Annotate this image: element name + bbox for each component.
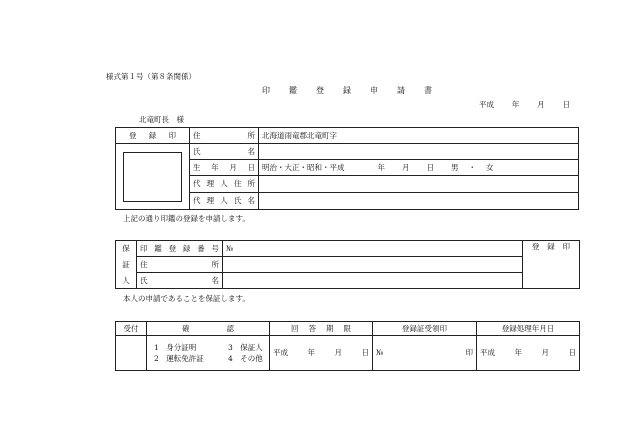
date-line <box>479 101 570 109</box>
label-char: 月 <box>229 162 237 172</box>
seal-header-char: 登 <box>532 242 540 251</box>
side-char: 保 <box>122 243 130 253</box>
label-char: 印 <box>140 243 148 253</box>
guarantor-table <box>115 240 580 289</box>
guarantor-name-value[interactable] <box>223 273 523 289</box>
seal-mark: 印 <box>465 348 473 358</box>
title-char: 請 <box>397 86 405 95</box>
addressee: 北竜町長 様 <box>139 115 184 124</box>
agent-address-value[interactable] <box>259 176 579 193</box>
label-char: 理 <box>206 196 215 206</box>
side-char: 証 <box>122 259 130 269</box>
label-char: 住 <box>193 130 201 140</box>
label-char: 所 <box>211 259 219 269</box>
label-char: 住 <box>140 259 148 269</box>
cert-receipt-header: 登録証受領印 <box>373 322 477 336</box>
label-char: 氏 <box>193 146 201 156</box>
name-label <box>190 144 259 160</box>
address-label <box>190 128 259 144</box>
label-char: 名 <box>247 146 255 156</box>
header-char: 回 <box>291 323 299 333</box>
label-char: 人 <box>220 179 228 189</box>
date-month: 月 <box>537 100 545 109</box>
number-mark: № <box>376 348 384 358</box>
birth-day: 日 <box>426 162 434 172</box>
cert-receipt-value[interactable] <box>373 336 477 371</box>
agent-name-label <box>190 193 259 210</box>
label-char: 登 <box>168 243 177 253</box>
guarantor-seal-cell[interactable] <box>523 241 580 289</box>
seal-header-char: 録 <box>148 130 157 140</box>
date-day: 日 <box>568 348 576 358</box>
guarantor-name-label <box>137 273 223 289</box>
office-table <box>115 321 580 371</box>
label-char: 住 <box>233 179 242 189</box>
agent-name-value[interactable] <box>259 193 579 210</box>
title-char: 申 <box>370 86 378 95</box>
number-mark: № <box>226 243 234 253</box>
confirm-header <box>147 322 270 336</box>
application-statement: 上記の通り印鑑の登録を申請します。 <box>123 214 250 223</box>
sex-female[interactable]: 女 <box>486 162 494 172</box>
label-char: 理 <box>206 179 215 189</box>
label-char: 生 <box>193 162 201 172</box>
title-char: 印 <box>262 86 270 95</box>
seal-header-cell <box>116 128 190 144</box>
confirm-item[interactable]: 4 その他 <box>228 353 263 363</box>
deadline-header <box>270 322 373 336</box>
form-number: 様式第１号（第８条関係） <box>106 72 196 81</box>
confirm-items <box>147 336 270 371</box>
seal-box-cell <box>116 144 190 210</box>
label-char: 日 <box>247 162 255 172</box>
date-day: 日 <box>562 100 570 109</box>
birth-year: 年 <box>377 162 385 172</box>
reception-header: 受付 <box>116 322 147 336</box>
label-char: 録 <box>182 243 191 253</box>
seal-header-char: 登 <box>129 130 137 140</box>
birth-month: 月 <box>402 162 410 172</box>
header-char: 答 <box>308 323 316 333</box>
label-char: 号 <box>211 243 219 253</box>
seal-header-char: 印 <box>562 242 570 251</box>
birth-label <box>190 160 259 176</box>
title-char: 録 <box>343 86 351 95</box>
birth-value[interactable] <box>259 160 579 176</box>
date-month: 月 <box>541 348 549 358</box>
registration-table <box>115 127 579 210</box>
date-era: 平成 <box>480 348 495 358</box>
sex-separator: ・ <box>468 162 476 172</box>
guarantor-address-value[interactable] <box>223 257 523 273</box>
confirm-item[interactable]: 3 保証人 <box>228 343 263 352</box>
label-char: 所 <box>247 130 255 140</box>
seal-header-char: 印 <box>168 130 176 140</box>
date-year: 年 <box>511 100 520 109</box>
label-char: 名 <box>211 275 219 285</box>
seal-number-label <box>137 241 223 257</box>
label-char: 代 <box>193 196 201 206</box>
label-char: 氏 <box>233 196 242 206</box>
date-era: 平成 <box>479 100 494 109</box>
header-char: 期 <box>326 323 334 333</box>
date-month: 月 <box>334 348 342 358</box>
reception-value[interactable] <box>116 336 147 371</box>
process-date-value[interactable] <box>477 336 580 371</box>
sex-male[interactable]: 男 <box>451 162 459 172</box>
label-char: 代 <box>193 179 201 189</box>
process-date-header: 登録処理年月日 <box>477 322 580 336</box>
guarantor-address-label <box>137 257 223 273</box>
label-char: 人 <box>220 196 228 206</box>
birth-era: 明治・大正・昭和・平成 <box>262 162 345 172</box>
label-char: 所 <box>247 179 255 189</box>
date-day: 日 <box>361 348 369 358</box>
label-char: 年 <box>211 162 219 172</box>
header-char: 認 <box>226 323 234 333</box>
date-year: 年 <box>514 348 522 358</box>
deadline-value[interactable] <box>270 336 373 371</box>
seal-header-char: 録 <box>547 242 555 251</box>
label-char: 氏 <box>140 275 148 285</box>
agent-address-label <box>190 176 259 193</box>
guarantor-side-label <box>116 241 137 289</box>
date-era: 平成 <box>273 348 288 358</box>
guarantee-statement: 本人の申請であることを保証します。 <box>123 294 250 303</box>
title-char: 鑑 <box>289 86 297 95</box>
seal-impression-box[interactable] <box>123 152 182 202</box>
date-year: 年 <box>307 348 315 358</box>
label-char: 鑑 <box>154 243 162 253</box>
label-char: 番 <box>197 243 205 253</box>
form-title <box>262 87 432 95</box>
header-char: 確 <box>182 323 190 333</box>
confirm-item[interactable]: 1 身分証明 <box>154 343 197 352</box>
title-char: 登 <box>316 86 324 95</box>
header-char: 限 <box>343 323 351 333</box>
side-char: 人 <box>122 276 130 285</box>
seal-number-value[interactable] <box>223 241 523 257</box>
title-char: 書 <box>424 86 432 95</box>
address-value[interactable]: 北海道雨竜郡北竜町字 <box>259 128 579 144</box>
name-value[interactable] <box>259 144 579 160</box>
label-char: 名 <box>247 196 255 206</box>
confirm-item[interactable]: 2 運転免許証 <box>154 353 204 363</box>
